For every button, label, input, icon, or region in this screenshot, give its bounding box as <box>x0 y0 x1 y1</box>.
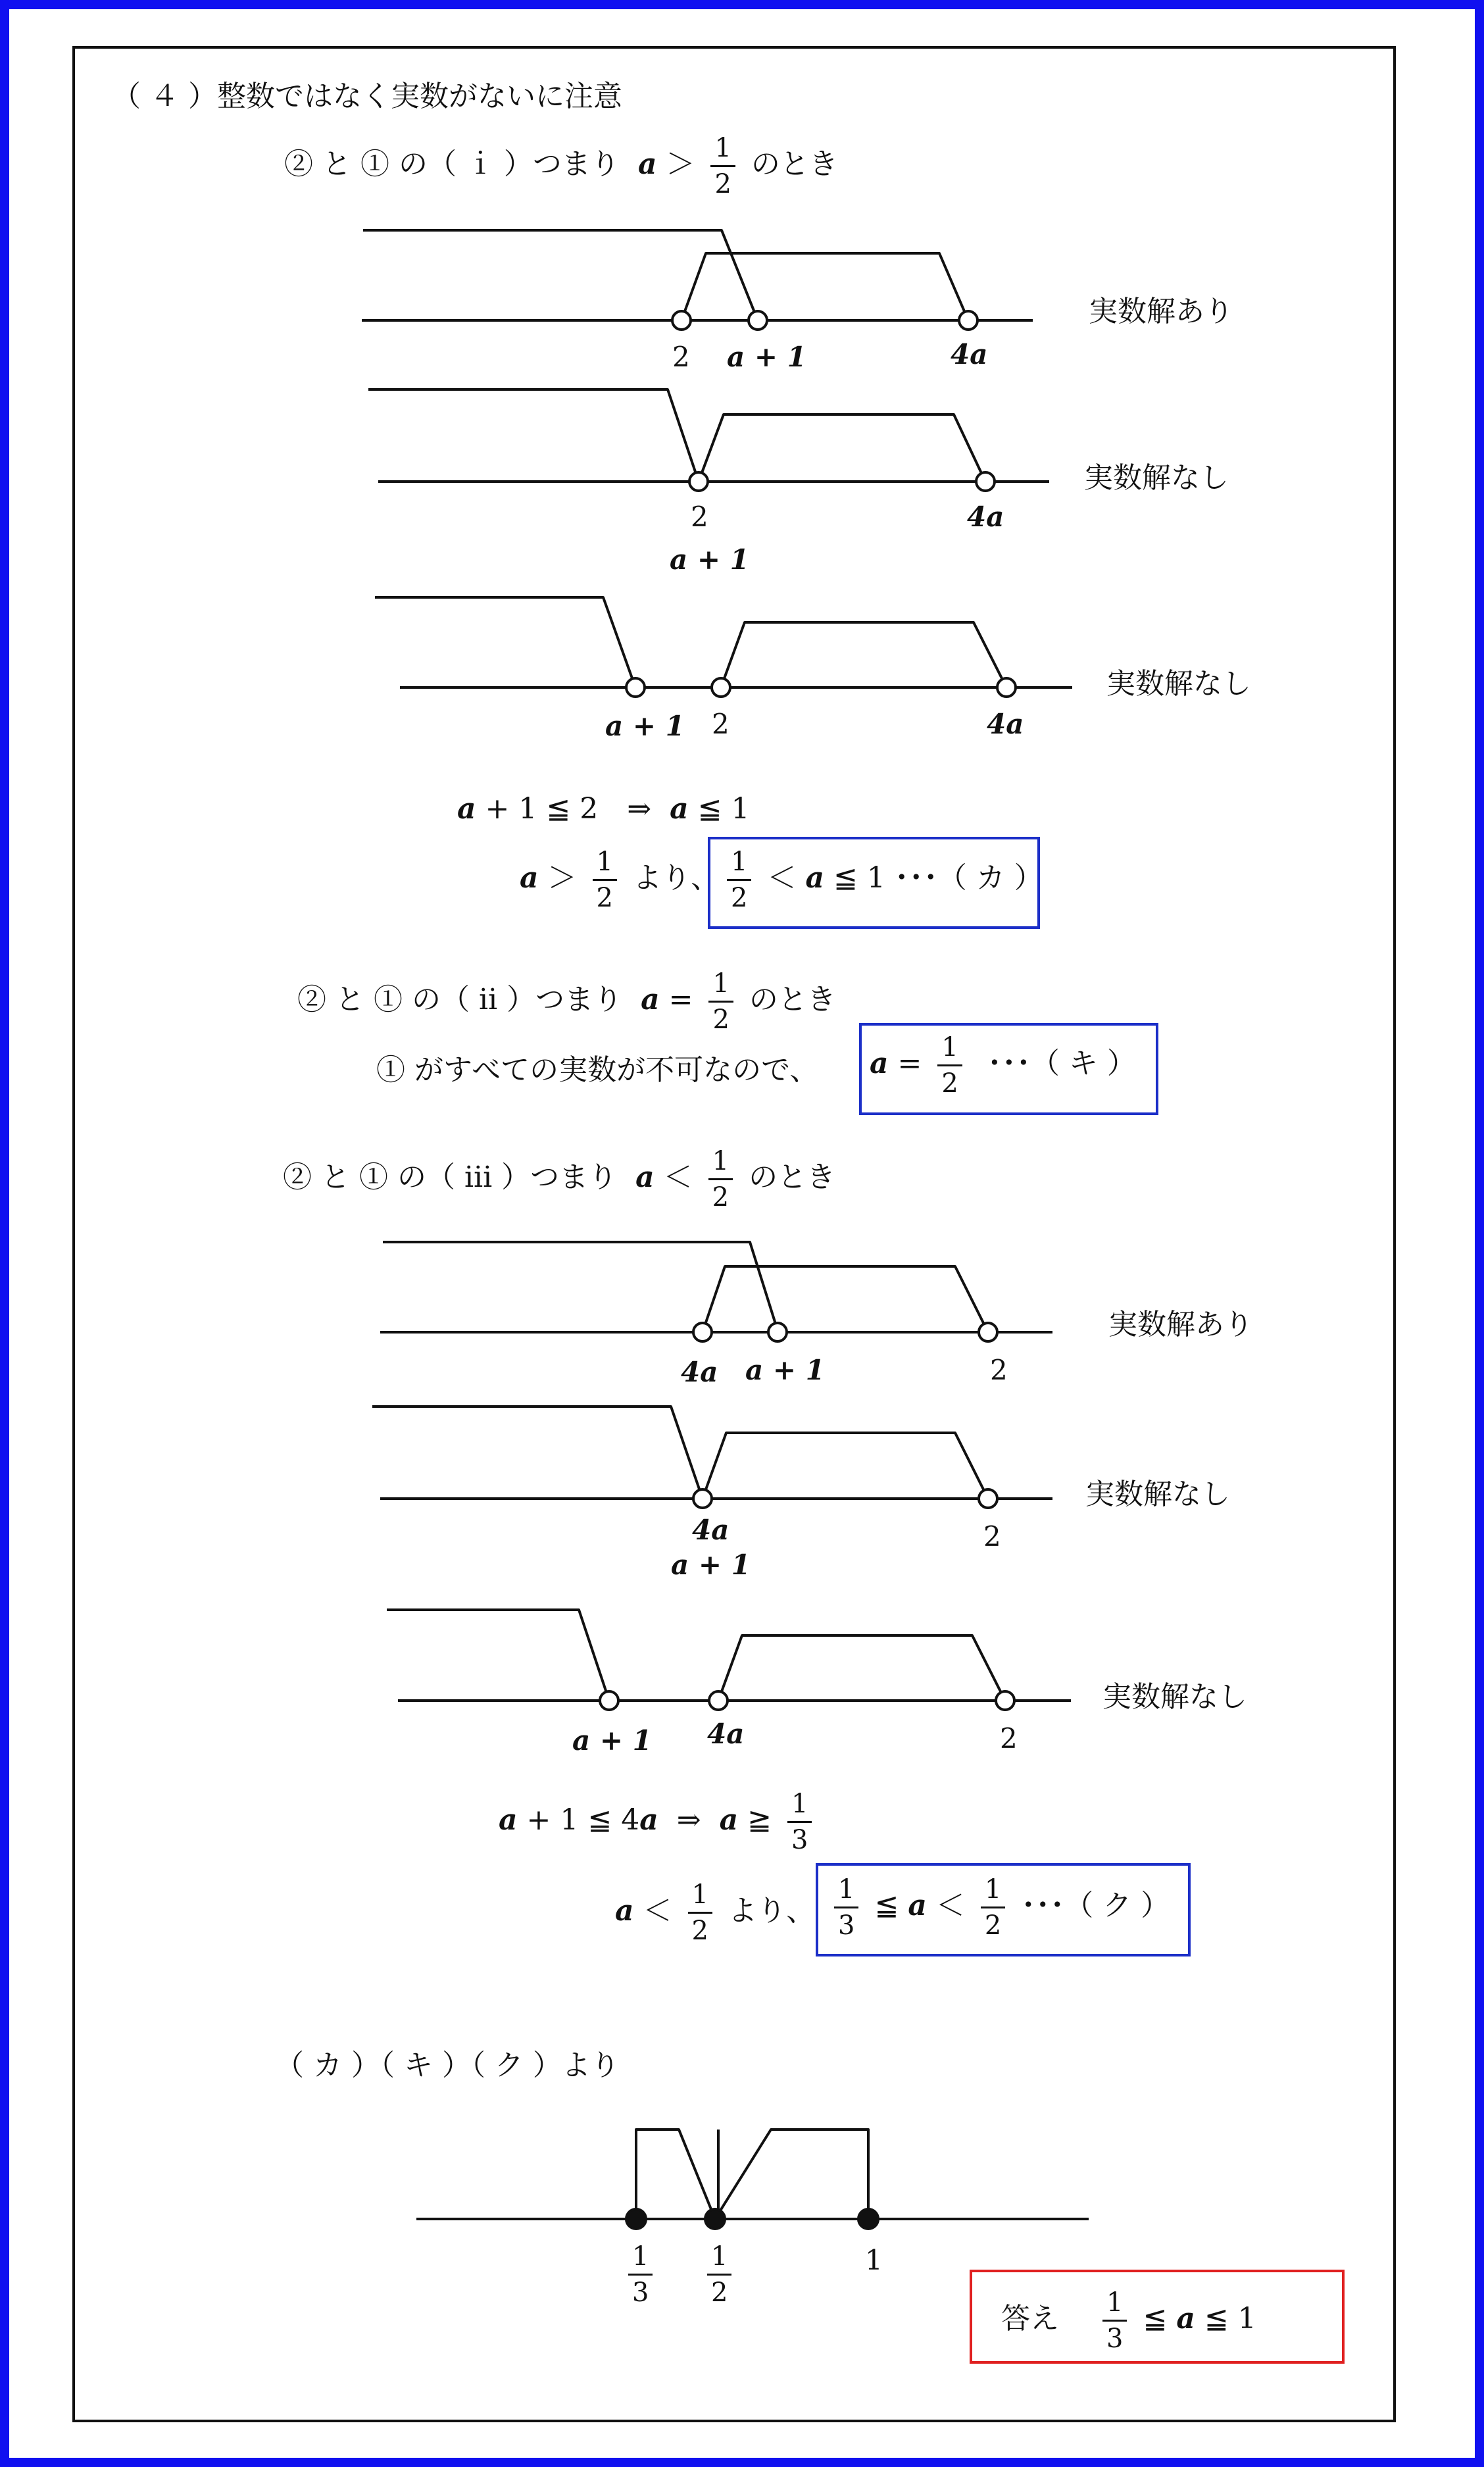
fraction <box>707 2243 731 2306</box>
fraction <box>710 135 735 197</box>
numerator: 1 <box>712 968 730 999</box>
numerator: 1 <box>711 2241 728 2272</box>
case-iii-label-suffix: のとき <box>749 1160 836 1194</box>
answer-suffix: ≦ 1 <box>1204 2302 1256 2335</box>
case-i-inequality <box>457 792 750 826</box>
fraction <box>708 970 733 1033</box>
case-iii-d3-point-3: 2 <box>1000 1722 1018 1755</box>
var-a: a <box>670 792 689 826</box>
case-iii-d3-point-2: 4a <box>707 1718 745 1750</box>
result-ki-suffix: ･･･（ キ ） <box>987 1047 1136 1080</box>
summary-diagram <box>416 2130 1089 2229</box>
var-a: a <box>639 1803 658 1837</box>
denominator: 2 <box>708 1001 733 1033</box>
case-i-d3-point-3: 4a <box>987 708 1024 740</box>
case-i-d2-point-1: 2 <box>691 501 708 533</box>
condition-suffix: より、 <box>632 861 720 895</box>
case-i-d3-verdict: 実数解なし <box>1106 667 1251 701</box>
fraction <box>981 1876 1005 1939</box>
case-i-d1-verdict: 実数解あり <box>1089 295 1233 328</box>
case-iii-d2-point-3: 2 <box>983 1520 1001 1553</box>
case-i-d1-point-2: a + 1 <box>727 341 806 373</box>
fraction <box>708 1148 733 1210</box>
numerator: 1 <box>714 133 731 163</box>
summary-label: （ カ ）（ キ ）（ ク ）より <box>275 2049 620 2082</box>
operator: ＜ <box>935 1889 965 1922</box>
numerator: 1 <box>984 1874 1002 1905</box>
case-ii-reason: ① がすべての実数が不可なので、 <box>376 1053 819 1087</box>
case-iii-d2-point-1: 4a <box>692 1514 730 1546</box>
numerator: 1 <box>691 1880 708 1910</box>
fraction <box>688 1881 712 1944</box>
operator: = <box>897 1047 922 1080</box>
fraction <box>787 1791 812 1853</box>
var-a: a <box>908 1889 927 1922</box>
case-iii-d1-point-1: 4a <box>681 1356 718 1388</box>
case-iii-condition <box>615 1881 815 1944</box>
operator: = <box>668 983 693 1016</box>
var-a: a <box>641 983 660 1016</box>
denominator: 2 <box>593 879 617 911</box>
case-iii-d3-verdict: 実数解なし <box>1102 1680 1247 1714</box>
inequality-left: + 1 ≦ 4 <box>526 1803 640 1837</box>
case-i-d1-point-3: 4a <box>951 338 988 370</box>
fraction <box>727 849 751 911</box>
var-a: a <box>870 1047 889 1080</box>
numerator: 1 <box>712 1146 730 1176</box>
case-i-d3-point-1: a + 1 <box>605 710 685 742</box>
operator: ＜ <box>643 1894 672 1928</box>
numerator: 1 <box>1106 2287 1124 2318</box>
operator: ＜ <box>767 861 797 895</box>
var-a: a <box>637 147 657 181</box>
case-iii-diagram-1 <box>380 1242 1052 1341</box>
denominator: 2 <box>937 1064 962 1097</box>
operator: ≦ <box>1143 2302 1168 2335</box>
case-i-d2-point-2: a + 1 <box>670 543 749 576</box>
case-iii-d2-point-2: a + 1 <box>671 1549 751 1581</box>
numerator: 1 <box>791 1789 808 1819</box>
denominator: 2 <box>707 2274 731 2306</box>
case-i-d2-verdict: 実数解なし <box>1084 461 1229 495</box>
denominator: 2 <box>981 1906 1005 1939</box>
summary-tick-one-half <box>701 2243 738 2306</box>
var-a: a <box>1176 2302 1195 2335</box>
answer <box>1001 2289 1256 2352</box>
case-i-d3-point-2: 2 <box>712 708 730 740</box>
summary-tick-one-third <box>622 2243 659 2306</box>
case-iii-d1-point-2: a + 1 <box>745 1354 825 1386</box>
denominator: 3 <box>1102 2320 1127 2352</box>
case-iii-inequality <box>499 1791 818 1853</box>
var-a: a <box>520 861 539 895</box>
case-i-d2-point-3: 4a <box>967 501 1004 533</box>
case-i-diagram-3 <box>375 597 1072 697</box>
denominator: 2 <box>708 1178 733 1210</box>
case-iii-diagram-3 <box>387 1610 1071 1710</box>
fraction <box>834 1876 858 1939</box>
numerator: 1 <box>632 2241 649 2272</box>
case-ii-label-suffix: のとき <box>749 983 836 1016</box>
var-a: a <box>457 792 476 826</box>
var-a: a <box>499 1803 518 1837</box>
case-iii-diagram-2 <box>372 1407 1052 1508</box>
denominator: 3 <box>834 1906 858 1939</box>
operator: ≧ <box>747 1803 772 1837</box>
case-iii-d1-point-3: 2 <box>990 1354 1008 1386</box>
inequality-result: ≦ 1 <box>697 792 750 826</box>
var-a: a <box>615 1894 634 1928</box>
case-iii-label <box>283 1148 835 1210</box>
var-a: a <box>719 1803 739 1837</box>
case-i-condition <box>520 849 720 911</box>
result-ka <box>720 849 1043 911</box>
fraction <box>593 849 617 911</box>
case-iii-label-text: ② と ① の（ ⅲ ）つまり <box>283 1160 618 1194</box>
case-i-diagram-1 <box>362 230 1033 330</box>
denominator: 3 <box>787 1821 812 1853</box>
implies-arrow: ⇒ <box>676 1803 701 1837</box>
numerator: 1 <box>596 847 613 877</box>
operator: ≦ <box>874 1889 899 1922</box>
inequality-left: + 1 ≦ 2 ⇒ <box>485 792 652 826</box>
answer-label: 答え <box>1001 2302 1059 2335</box>
fraction <box>1102 2289 1127 2352</box>
case-iii-d3-point-1: a + 1 <box>572 1724 652 1757</box>
section-heading: （ ４ ）整数ではなく実数がないに注意 <box>112 80 622 113</box>
fraction <box>937 1034 962 1097</box>
case-iii-d1-verdict: 実数解あり <box>1108 1308 1253 1341</box>
denominator: 2 <box>727 879 751 911</box>
numerator: 1 <box>941 1032 958 1062</box>
case-ii-label-text: ② と ① の（ ⅱ ）つまり <box>297 983 623 1016</box>
case-i-d1-point-1: 2 <box>672 341 690 373</box>
summary-tick-one: 1 <box>865 2244 883 2276</box>
case-i-label-text: ② と ① の（ ｉ ）つまり <box>284 147 620 181</box>
denominator: 3 <box>628 2274 653 2306</box>
case-iii-d2-verdict: 実数解なし <box>1085 1478 1230 1511</box>
result-ku <box>828 1876 1170 1939</box>
condition-suffix: より、 <box>728 1894 815 1928</box>
var-a: a <box>805 861 824 895</box>
case-ii-label <box>297 970 836 1033</box>
operator: ＜ <box>663 1160 693 1194</box>
fraction <box>628 2243 653 2306</box>
var-a: a <box>635 1160 655 1194</box>
case-i-label <box>284 135 838 197</box>
numerator: 1 <box>731 847 748 877</box>
result-ku-suffix: ･･･（ ク ） <box>1021 1889 1170 1922</box>
result-ki <box>870 1034 1136 1097</box>
operator: ＞ <box>666 147 695 181</box>
result-ka-suffix: ≦ 1 ･･･（ カ ） <box>833 861 1043 895</box>
numerator: 1 <box>838 1874 855 1905</box>
case-i-diagram-2 <box>368 389 1049 491</box>
case-i-label-suffix: のとき <box>751 147 838 181</box>
denominator: 2 <box>688 1912 712 1944</box>
denominator: 2 <box>710 165 735 197</box>
operator: ＞ <box>547 861 577 895</box>
